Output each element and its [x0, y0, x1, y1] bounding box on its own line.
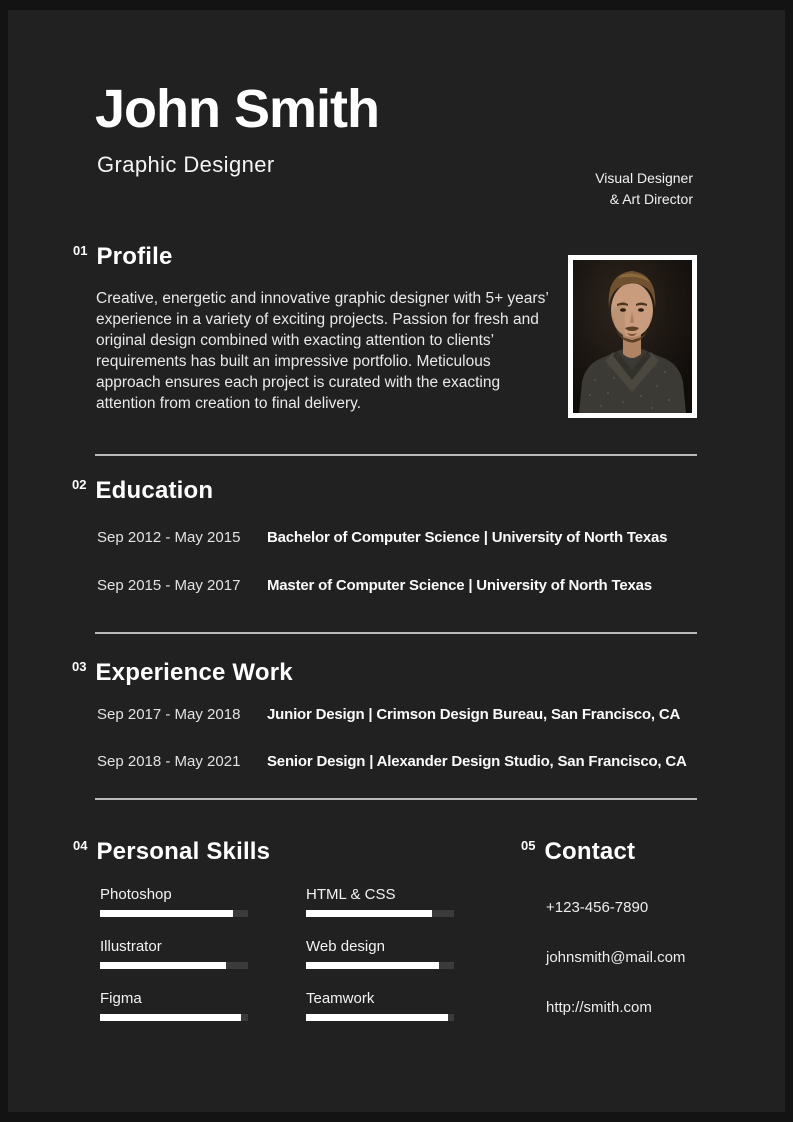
- skill-bar-fill: [100, 962, 226, 969]
- skill-item-html-css: [306, 886, 454, 917]
- experience-dates: Sep 2018 - May 2021: [97, 753, 241, 770]
- skill-bar-track: [100, 1014, 248, 1021]
- education-description: Bachelor of Computer Science | University of North Texas: [267, 529, 668, 546]
- skill-bar-fill: [100, 1014, 241, 1021]
- education-row: [97, 529, 667, 546]
- section-title: Contact: [544, 838, 636, 865]
- experience-row: [97, 753, 687, 770]
- skill-bar-fill: [306, 1014, 448, 1021]
- skill-bar-fill: [100, 910, 233, 917]
- skill-bar-track: [306, 910, 454, 917]
- section-heading-experience: [72, 659, 293, 687]
- skill-bar-track: [100, 910, 248, 917]
- skill-bar-fill: [306, 962, 439, 969]
- experience-description: Junior Design | Crimson Design Bureau, San Francisco, CA: [267, 706, 681, 723]
- section-divider: [95, 798, 697, 800]
- experience-description: Senior Design | Alexander Design Studio, San Francisco, CA: [267, 753, 687, 770]
- skill-item-illustrator: [100, 938, 248, 969]
- skill-bar-track: [100, 962, 248, 969]
- section-number: 04: [73, 838, 88, 853]
- section-number: 01: [73, 243, 88, 258]
- skill-label: Teamwork: [306, 990, 375, 1007]
- portrait-photo: [568, 255, 697, 418]
- section-divider: [95, 454, 697, 456]
- section-divider: [95, 632, 697, 634]
- education-dates: Sep 2015 - May 2017: [97, 577, 241, 594]
- education-dates: Sep 2012 - May 2015: [97, 529, 241, 546]
- skill-label: Photoshop: [100, 886, 172, 903]
- resume-name: John Smith: [95, 79, 379, 139]
- skill-item-teamwork: [306, 990, 454, 1021]
- skill-bar-track: [306, 962, 454, 969]
- section-heading-profile: [73, 243, 173, 271]
- skill-label: Web design: [306, 938, 385, 955]
- skill-label: Illustrator: [100, 938, 162, 955]
- skill-label: HTML & CSS: [306, 886, 396, 903]
- contact-phone: +123-456-7890: [546, 899, 649, 916]
- contact-website: http://smith.com: [546, 999, 652, 1016]
- skill-item-figma: [100, 990, 248, 1021]
- section-title: Experience Work: [95, 659, 293, 686]
- skill-label: Figma: [100, 990, 142, 1007]
- resume-role: Graphic Designer: [97, 152, 275, 177]
- tagline-line-1: Visual Designer: [595, 170, 693, 186]
- skill-item-photoshop: [100, 886, 248, 917]
- profile-summary-text: Creative, energetic and innovative graphic designer with 5+ years’ experience in a variety of exciting projects. Passion for fresh and original design combined with exacting attention to clients’ requirements has built an impressive portfolio. Meticulous approach ensures each project is curated with the exacting attention from creation to final delivery.: [96, 290, 549, 412]
- tagline-line-2: & Art Director: [609, 191, 693, 207]
- section-number: 03: [72, 659, 87, 674]
- experience-row: [97, 706, 680, 723]
- portrait-photo-illustration: [573, 260, 692, 413]
- section-number: 02: [72, 477, 87, 492]
- education-description: Master of Computer Science | University of North Texas: [267, 577, 652, 594]
- header-tagline: [595, 168, 693, 210]
- section-title: Education: [95, 477, 214, 504]
- education-row: [97, 577, 652, 594]
- section-heading-education: [72, 477, 213, 505]
- section-title: Profile: [96, 243, 173, 270]
- skill-bar-track: [306, 1014, 454, 1021]
- experience-dates: Sep 2017 - May 2018: [97, 706, 241, 723]
- contact-email: johnsmith@mail.com: [546, 949, 686, 966]
- section-heading-contact: [521, 838, 635, 866]
- section-title: Personal Skills: [96, 838, 271, 865]
- skill-bar-fill: [306, 910, 432, 917]
- skill-item-web-design: [306, 938, 454, 969]
- section-number: 05: [521, 838, 536, 853]
- section-heading-skills: [73, 838, 270, 866]
